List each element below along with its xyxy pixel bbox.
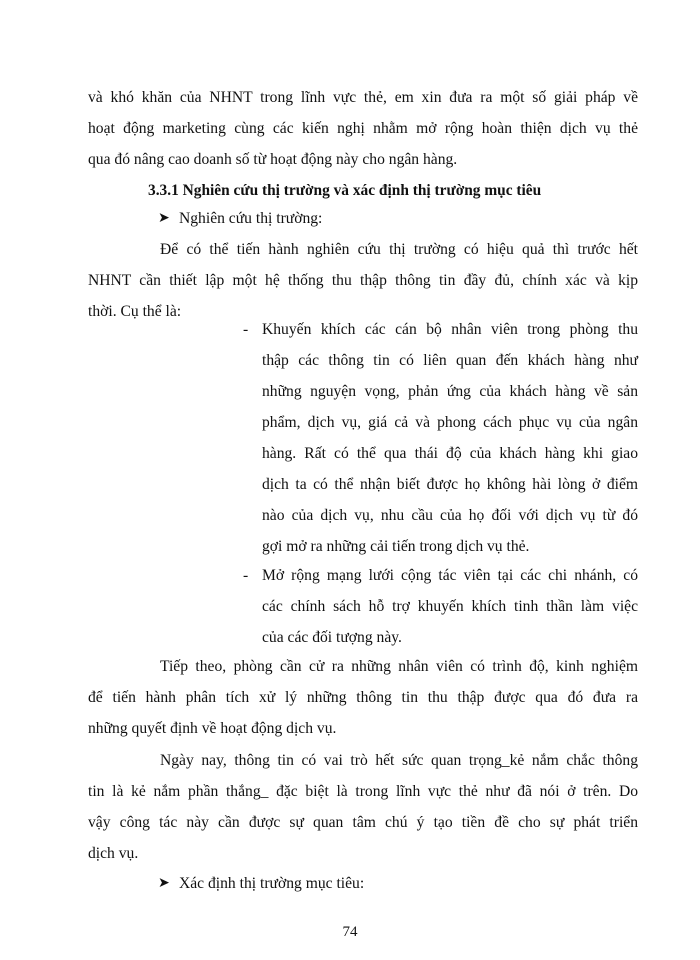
section-heading: 3.3.1 Nghiên cứu thị trường và xác định thị trường mục tiêu bbox=[148, 182, 542, 199]
para2-line-1: Tiếp theo, phòng cần cử ra những nhân viên có trình độ, kinh nghiệm bbox=[160, 658, 638, 675]
dash-item1-line-2: thập các thông tin có liên quan đến khách hàng như bbox=[262, 352, 638, 369]
para3-line-1: Ngày nay, thông tin có vai trò hết sức quan trọng_kẻ nắm chắc thông bbox=[160, 752, 638, 769]
para1-line-3: thời. Cụ thể là: bbox=[88, 303, 182, 320]
dash-item1-line-1: Khuyến khích các cán bộ nhân viên trong phòng thu bbox=[262, 321, 638, 338]
dash-item1-line-3: những nguyện vọng, phản ứng của khách hàng về sản bbox=[262, 383, 638, 400]
dash-item2-line-1: Mở rộng mạng lưới cộng tác viên tại các chi nhánh, có bbox=[262, 567, 638, 584]
page-number: 74 bbox=[342, 924, 358, 940]
para3-line-3: vậy công tác này cần được sự quan tâm chú ý tạo tiền đề cho sự phát triển bbox=[88, 814, 638, 831]
intro-line-3: qua đó nâng cao doanh số từ hoạt động này cho ngân hàng. bbox=[88, 151, 458, 168]
bullet-target-market: Xác định thị trường mục tiêu: bbox=[179, 875, 365, 892]
right-arrowhead-icon: ➤ bbox=[158, 876, 170, 891]
dash-item1-line-4: phẩm, dịch vụ, giá cả và phong cách phục vụ của ngân bbox=[262, 414, 638, 431]
dash-item1-line-7: nào của dịch vụ, nhu cầu của họ đối với dịch vụ từ đó bbox=[262, 507, 638, 524]
para1-line-2: NHNT cần thiết lập một hệ thống thu thập thông tin đầy đủ, chính xác và kịp bbox=[88, 272, 638, 289]
dash-item1-line-6: dịch ta có thể nhận biết được họ không hài lòng ở điểm bbox=[262, 476, 638, 493]
para3-line-4: dịch vụ. bbox=[88, 845, 139, 862]
dash-item1-line-5: hàng. Rất có thể qua thái độ của khách hàng khi giao bbox=[262, 445, 638, 462]
dash-item2-line-3: của các đối tượng này. bbox=[262, 629, 402, 646]
dash-marker-2: - bbox=[243, 567, 249, 584]
intro-line-1: và khó khăn của NHNT trong lĩnh vực thẻ, em xin đưa ra một số giải pháp về bbox=[88, 89, 638, 106]
para1-line-1: Để có thể tiến hành nghiên cứu thị trường có hiệu quả thì trước hết bbox=[160, 241, 638, 258]
dash-marker-1: - bbox=[243, 321, 249, 338]
para3-line-2: tin là kẻ nắm phần thắng_ đặc biệt là trong lĩnh vực thẻ như đã nói ở trên. Do bbox=[88, 783, 638, 800]
dash-item1-line-8: gợi mở ra những cải tiến trong dịch vụ thẻ. bbox=[262, 538, 530, 555]
right-arrowhead-icon: ➤ bbox=[158, 211, 170, 226]
para2-line-3: những quyết định về hoạt động dịch vụ. bbox=[88, 720, 337, 737]
para2-line-2: để tiến hành phân tích xử lý những thông tin thu thập được qua đó đưa ra bbox=[88, 689, 638, 706]
bullet-market-research: Nghiên cứu thị trường: bbox=[179, 210, 323, 227]
intro-line-2: hoạt động marketing cùng các kiến nghị nhằm mở rộng hoàn thiện dịch vụ thẻ bbox=[88, 120, 638, 137]
dash-item2-line-2: các chính sách hỗ trợ khuyến khích tinh thần làm việc bbox=[262, 598, 638, 615]
